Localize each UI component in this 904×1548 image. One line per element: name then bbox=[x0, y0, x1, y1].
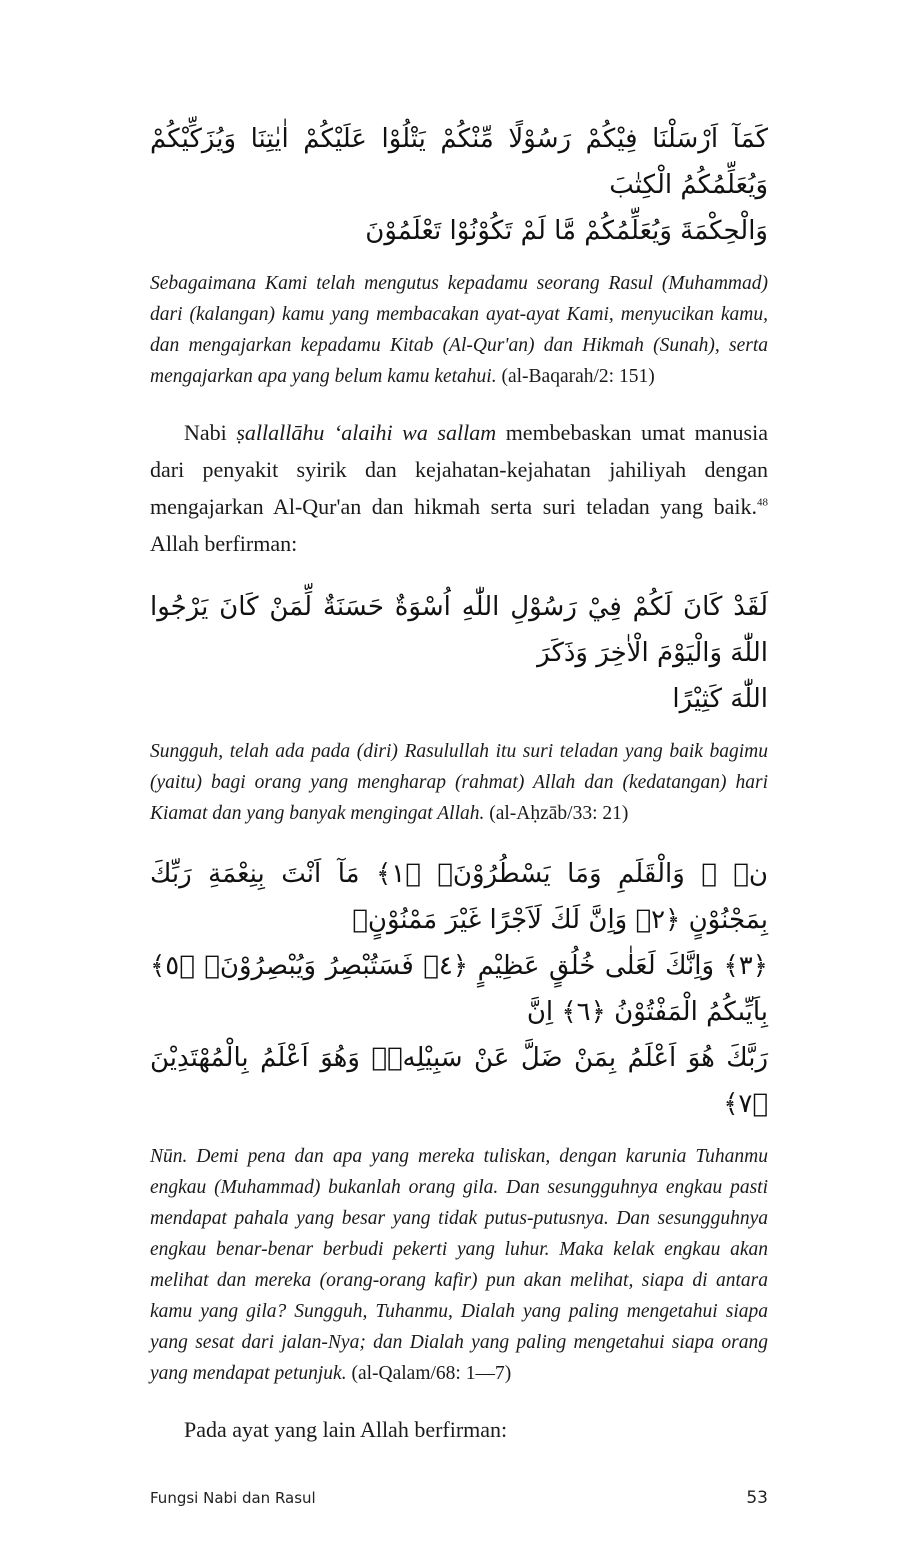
arabic-line: نۤ ۚ وَالْقَلَمِ وَمَا يَسْطُرُوْنَۙ ﴿١﴾ مَآ اَنْتَ بِنِعْمَةِ رَبِّكَ بِمَجْنُوْنٍ ﴿٢﴾ وَاِنَّ لَكَ لَاَجْرًا غَيْرَ مَمْنُوْنٍۚ bbox=[150, 859, 769, 935]
translation-qalam bbox=[150, 1141, 768, 1389]
translation-ahzab bbox=[150, 736, 768, 829]
arabic-line: كَمَآ اَرْسَلْنَا فِيْكُمْ رَسُوْلًا مِّنْكُمْ يَتْلُوْا عَلَيْكُمْ اٰيٰتِنَا وَيُزَكِّيْكُمْ وَيُعَلِّمُكُمُ الْكِتٰبَ bbox=[150, 124, 768, 200]
arabic-verse-ahzab bbox=[150, 584, 768, 722]
arabic-verse-baqarah bbox=[150, 116, 768, 254]
page-footer bbox=[150, 1488, 768, 1508]
running-footer-chapter: Fungsi Nabi dan Rasul bbox=[150, 1489, 316, 1507]
translation-text: Sungguh, telah ada pada (diri) Rasulullah itu suri teladan yang baik bagimu (yaitu) bagi orang yang mengharap (rahmat) Allah dan (kedatangan) hari Kiamat dan yang banyak mengingat Allah. bbox=[150, 741, 768, 824]
translation-baqarah bbox=[150, 268, 768, 392]
body-paragraph bbox=[150, 414, 768, 562]
verse-reference: (al-Aḥzāb/33: 21) bbox=[489, 803, 629, 824]
arabic-line: ﴿٣﴾ وَاِنَّكَ لَعَلٰى خُلُقٍ عَظِيْمٍ ﴿٤﴾ فَسَتُبْصِرُ وَيُبْصِرُوْنَۙ ﴿٥﴾ بِاَيِّىكُمُ الْمَفْتُوْنُ ﴿٦﴾ اِنَّ bbox=[150, 951, 768, 1027]
arabic-line: رَبَّكَ هُوَ اَعْلَمُ بِمَنْ ضَلَّ عَنْ سَبِيْلِهٖۖ وَهُوَ اَعْلَمُ بِالْمُهْتَدِيْنَ ﴿٧﴾ bbox=[150, 1043, 768, 1119]
translation-text: Sebagaimana Kami telah mengutus kepadamu seorang Rasul (Muhammad) dari (kalangan) kamu yang membacakan ayat-ayat Kami, menyucikan kamu, dan mengajarkan kepadamu Kitab (Al-Qur'an) dan Hikmah (Sunah), serta mengajarkan apa yang belum kamu ketahui. bbox=[150, 273, 768, 387]
footnote-marker[interactable]: 48 bbox=[757, 496, 768, 509]
page-number: 53 bbox=[746, 1488, 768, 1508]
arabic-line: اللّٰهَ كَثِيْرًا bbox=[672, 684, 768, 714]
honorific: ṣallallāhu ‘alaihi wa sallam bbox=[236, 420, 497, 445]
arabic-line: وَالْحِكْمَةَ وَيُعَلِّمُكُمْ مَّا لَمْ تَكُوْنُوْا تَعْلَمُوْنَ bbox=[365, 216, 768, 246]
arabic-line: لَقَدْ كَانَ لَكُمْ فِيْ رَسُوْلِ اللّٰهِ اُسْوَةٌ حَسَنَةٌ لِّمَنْ كَانَ يَرْجُوا اللّٰهَ وَالْيَوْمَ الْاٰخِرَ وَذَكَرَ bbox=[150, 592, 768, 668]
translation-text: Nūn. Demi pena dan apa yang mereka tuliskan, dengan karunia Tuhanmu engkau (Muhammad) bukanlah orang gila. Dan sesungguhnya engkau pasti mendapat pahala yang besar yang tidak putus-putusnya. Dan sesungguhnya engkau benar-benar berbudi pekerti yang luhur. Maka kelak engkau akan melihat dan mereka (orang-orang kafir) pun akan melihat, siapa di antara kamu yang gila? Sungguh, Tuhanmu, Dialah yang paling mengetahui siapa yang sesat dari jalan-Nya; dan Dialah yang paling mengetahui siapa orang yang mendapat petunjuk. bbox=[150, 1146, 768, 1384]
page-content bbox=[150, 0, 768, 1548]
paragraph-text: Nabi bbox=[184, 420, 237, 445]
verse-reference: (al-Qalam/68: 1—7) bbox=[351, 1363, 512, 1384]
verse-reference: (al-Baqarah/2: 151) bbox=[501, 366, 655, 387]
paragraph-text: Allah berfirman: bbox=[150, 531, 298, 556]
arabic-verse-qalam bbox=[150, 851, 768, 1127]
paragraph-text: membebaskan umat manusia dari penyakit syirik dan kejahatan-kejahatan jahiliyah dengan mengajarkan Al-Qur'an dan hikmah serta suri teladan yang baik. bbox=[150, 420, 768, 519]
body-paragraph: Pada ayat yang lain Allah berfirman: bbox=[184, 1417, 508, 1442]
